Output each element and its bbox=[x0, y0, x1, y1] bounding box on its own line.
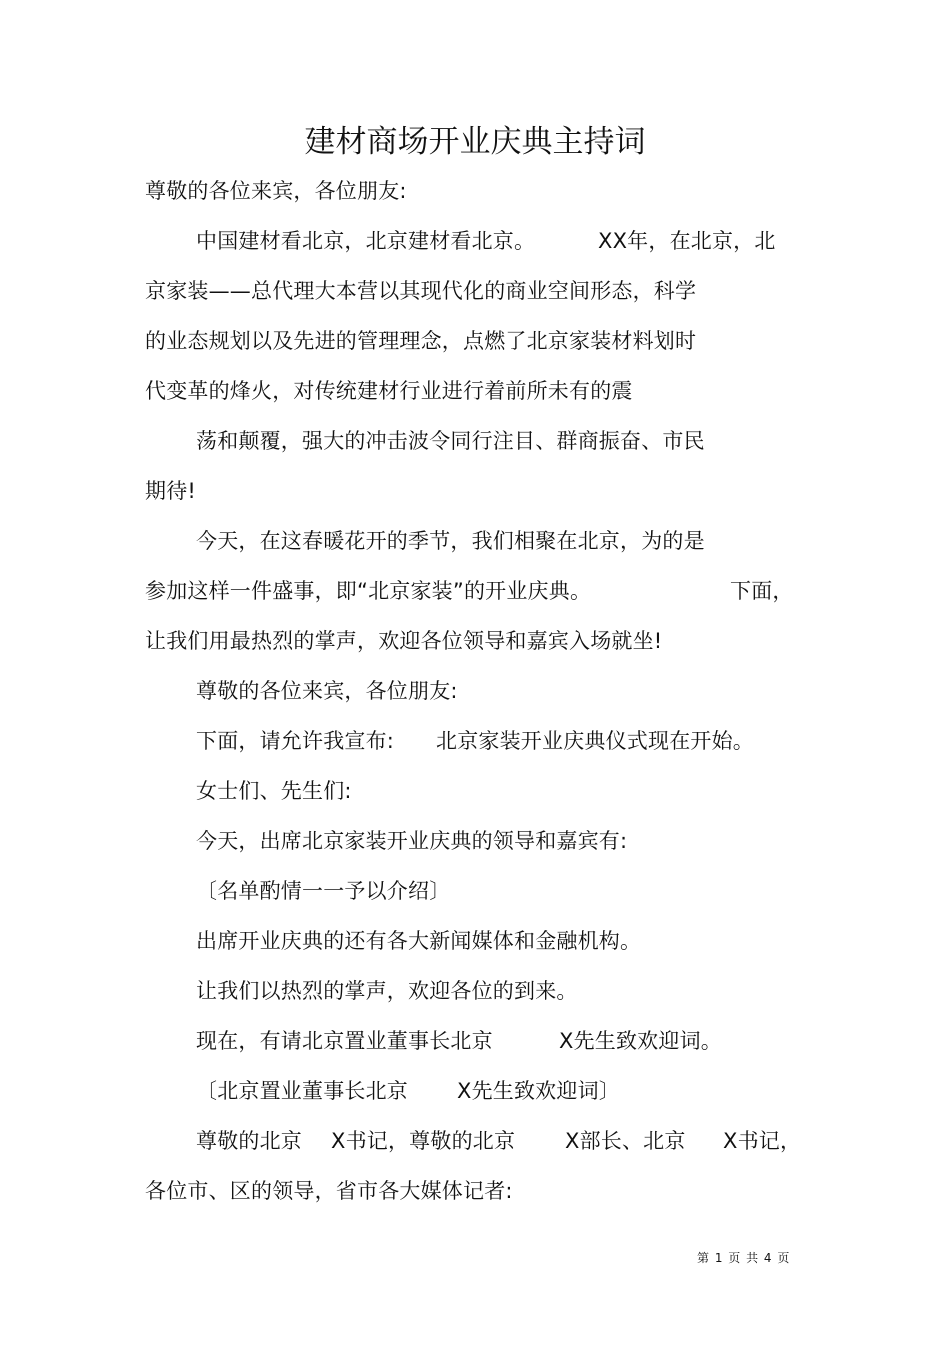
text-line: 〔北京置业董事长北京 bbox=[196, 1079, 408, 1103]
text-line: 代变革的烽火，对传统建材行业进行着前所未有的震 bbox=[145, 379, 633, 403]
text-line: 各位市、区的领导，省市各大媒体记者: bbox=[145, 1179, 513, 1203]
text-line: 下面，请允许我宣布: bbox=[196, 729, 395, 753]
text-line: 让我们用最热烈的掌声，欢迎各位领导和嘉宾入场就坐! bbox=[145, 629, 663, 653]
text-line: 的业态规划以及先进的管理理念，点燃了北京家装材料划时 bbox=[145, 329, 697, 353]
text-line: X先生致欢迎词。 bbox=[559, 1029, 722, 1053]
text-line: 尊敬的北京 bbox=[196, 1129, 302, 1153]
text-line: X先生致欢迎词〕 bbox=[457, 1079, 620, 1103]
text-line: 下面， bbox=[730, 579, 794, 603]
text-line: 让我们以热烈的掌声，欢迎各位的到来。 bbox=[196, 979, 578, 1003]
document-title: 建材商场开业庆典主持词 bbox=[304, 124, 646, 160]
text-line: X书记，尊敬的北京 bbox=[331, 1129, 516, 1153]
text-line: 参加这样一件盛事，即“北京家装”的开业庆典。 bbox=[145, 579, 592, 603]
text-line: 今天，出席北京家装开业庆典的领导和嘉宾有: bbox=[196, 829, 628, 853]
text-line: 尊敬的各位来宾，各位朋友: bbox=[196, 679, 458, 703]
page-number: 第 1 页 共 4 页 bbox=[697, 1251, 791, 1265]
text-line: 现在，有请北京置业董事长北京 bbox=[196, 1029, 493, 1053]
text-line: 中国建材看北京，北京建材看北京。 bbox=[196, 229, 536, 253]
text-line: 出席开业庆典的还有各大新闻媒体和金融机构。 bbox=[196, 929, 642, 953]
text-line: 北京家装开业庆典仪式现在开始。 bbox=[436, 729, 754, 753]
text-line: 期待! bbox=[145, 479, 197, 503]
text-line: 今天，在这春暖花开的季节，我们相聚在北京，为的是 bbox=[196, 529, 705, 553]
text-line: 京家装——总代理大本营以其现代化的商业空间形态，科学 bbox=[145, 279, 697, 303]
text-line: X部长、北京 bbox=[565, 1129, 686, 1153]
text-line: 尊敬的各位来宾，各位朋友: bbox=[145, 179, 407, 203]
text-line: 荡和颠覆，强大的冲击波令同行注目、群商振奋、市民 bbox=[196, 429, 705, 453]
text-line: 女士们、先生们: bbox=[196, 779, 352, 803]
text-line: 〔名单酌情一一予以介绍〕 bbox=[196, 879, 451, 903]
text-line: X书记， bbox=[723, 1129, 802, 1153]
text-line: XX年，在北京，北 bbox=[598, 229, 776, 253]
